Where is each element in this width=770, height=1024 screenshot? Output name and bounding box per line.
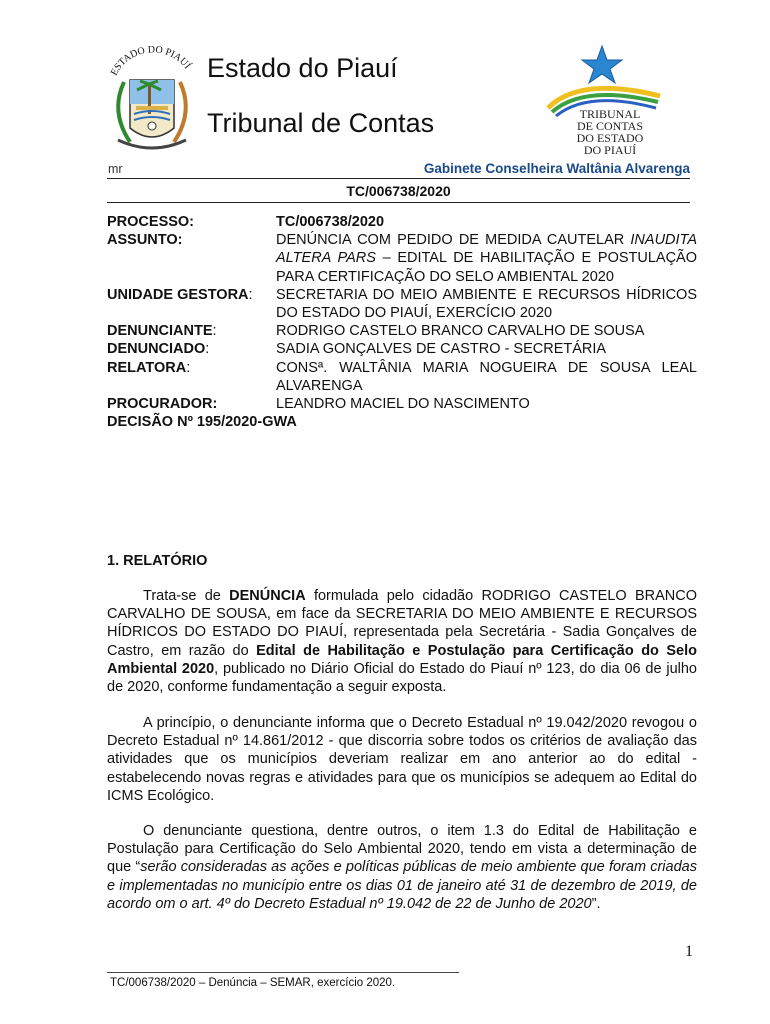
relatora-value: CONSª. WALTÂNIA MARIA NOGUEIRA DE SOUSA LEAL ALVARENGA [276,359,697,394]
denunciante-label: DENUNCIANTE [107,323,213,340]
process-metadata [107,213,697,431]
paragraph-2: A princípio, o denunciante informa que o Decreto Estadual nº 19.042/2020 revogou o Decreto Estadual nº 14.861/2012 - que discorria sobre todos os critérios de avaliação das atividades que os municípios deveriam realizar em ano anterior ao do edital - estabelecendo novas regras e atividades para que os municípios se adequem ao Edital do ICMS Ecológico. [107,715,697,804]
tce-logo-text: TRIBUNAL DE CONTAS DO ESTADO DO PIAUÍ [576,107,644,157]
denunciado-value: SADIA GONÇALVES DE CASTRO - SECRETÁRIA [276,341,607,358]
document-number: TC/006738/2020 [346,183,451,199]
court-name: Tribunal de Contas [207,108,435,138]
paragraph-1: Trata-se de DENÚNCIA formulada pelo cidadão RODRIGO CASTELO BRANCO CARVALHO DE SOUSA, em face da SECRETARIA DO MEIO AMBIENTE E RECURSOS HÍDRICOS DO ESTADO DO PIAUÍ, representada pela Secretária - Sadia Gonçalves de Castro, em razão do Edital de Habilitação e Postulação para Certificação do Selo Ambiental 2020, publicado no Diário Oficial do Estado do Piauí nº 123, do dia 06 de julho de 2020, conforme fundamentação a seguir exposta. [107,588,698,696]
office-name: Gabinete Conselheira Waltânia Alvarenga [423,161,690,176]
unidade-value: SECRETARIA DO MEIO AMBIENTE E RECURSOS HÍDRICOS DO ESTADO DO PIAUÍ, EXERCÍCIO 2020 [276,286,697,322]
processo-label: PROCESSO: [107,214,195,230]
header-rule [107,178,690,179]
meta-assunto [107,231,697,286]
assunto-value: DENÚNCIA COM PEDIDO DE MEDIDA CAUTELAR INAUDITA ALTERA PARS – EDITAL DE HABILITAÇÃO E POSTULAÇÃO PARA CERTIFICAÇÃO DO SELO AMBIENTAL 2020 [276,232,698,285]
denunciante-value: RODRIGO CASTELO BRANCO CARVALHO DE SOUSA [276,323,645,340]
meta-processo [107,213,697,231]
footer-rule [107,972,459,973]
meta-relatora: RELATORA: CONSª. WALTÂNIA MARIA NOGUEIRA DE SOUSA LEAL ALVARENGA [107,359,697,394]
processo-value: TC/006738/2020 [276,214,385,230]
docnum-rule [107,202,690,203]
state-coat-of-arms [104,42,200,158]
state-name: Estado do Piauí [207,53,398,83]
decision-number: DECISÃO Nº 195/2020-GWA [107,414,297,431]
meta-procurador [107,395,697,413]
paragraph-3: O denunciante questiona, dentre outros, o item 1.3 do Edital de Habilitação e Postulação para Certificação do Selo Ambiental 2020, tendo em vista a determinação de que “serão consideradas as ações e políticas públicas de meio ambiente que foram criadas e implementadas no município entre os dias 01 de janeiro até 31 de dezembro de 2019, de acordo om o art. 4º do Decreto Estadual nº 19.042 de 22 de Junho de 2020”. [107,823,697,912]
procurador-value: LEANDRO MACIEL DO NASCIMENTO [276,396,530,413]
assunto-label: ASSUNTO: [107,232,183,249]
initials: mr [108,162,123,176]
relatora-label: RELATORA [107,359,187,376]
footer-text: TC/006738/2020 – Denúncia – SEMAR, exercício 2020. [110,977,396,989]
section-title: 1. RELATÓRIO [107,553,208,569]
meta-unidade: UNIDADE GESTORA: SECRETARIA DO MEIO AMBIENTE E RECURSOS HÍDRICOS DO ESTADO DO PIAUÍ, EXERCÍCIO 2020 [107,286,697,322]
page-number: 1 [685,943,693,960]
crest-text: ESTADO DO PIAUÍ [108,44,193,78]
procurador-label: PROCURADOR: [107,396,218,413]
unidade-label: UNIDADE GESTORA [107,286,249,303]
meta-denunciante: DENUNCIANTE: RODRIGO CASTELO BRANCO CARVALHO DE SOUSA [107,322,697,340]
denunciado-label: DENUNCIADO [107,341,206,358]
meta-denunciado: DENUNCIADO: SADIA GONÇALVES DE CASTRO - SECRETÁRIA [107,340,697,358]
